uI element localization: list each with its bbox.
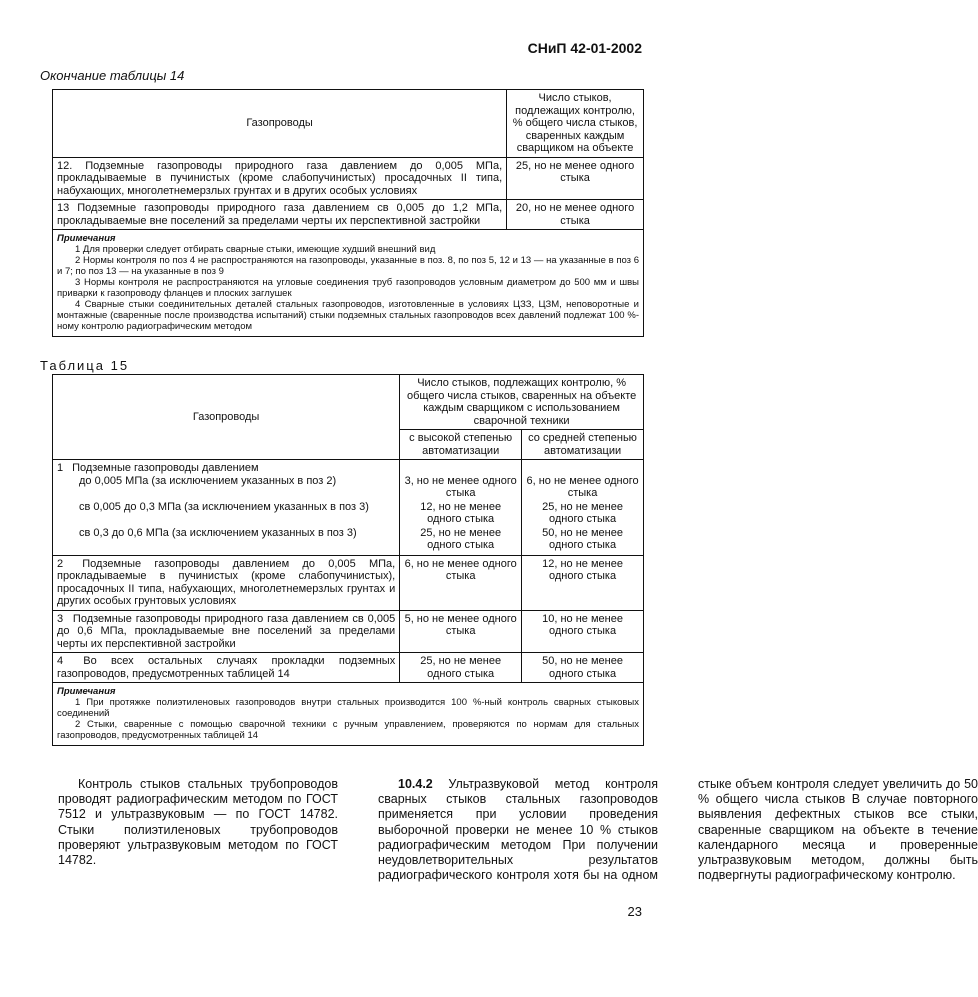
value-cell: 25, но не менее одного стыка (420, 526, 502, 551)
note-item: 1 Для проверки следует отбирать сварные стыки, имеющие худший внешний вид (75, 244, 436, 255)
body-paragraph: Контроль стыков стальных трубопроводов проводят радиографическим методом по ГОСТ 7512 и ультразвуковым — по ГОСТ 14782. Стыки полиэтиленовых трубопроводов проверяют ультразвуковым методом по ГОСТ 14782. (58, 777, 338, 868)
table-row (53, 157, 644, 200)
table15-row1-medium (522, 460, 644, 556)
table-14 (52, 89, 644, 337)
table15-row2-text (53, 555, 400, 610)
note-item: 3 Нормы контроля не распространяются на угловые соединения труб газопроводов условным диаметром до 500 мм и швы приварки к газопроводу фланцев и плоских заглушек (57, 277, 639, 299)
table14-row12-value: 25, но не менее одного стыка (507, 157, 644, 200)
table15-header-count: Число стыков, подлежащих контролю, % общего числа стыков, сваренных на объекте каждым сварщиком с использованием сварочной техники (400, 375, 644, 430)
table15-row3-high: 5, но не менее одного стыка (400, 610, 522, 653)
body-column-left (58, 777, 978, 895)
row-number: 2 (57, 557, 64, 570)
page-number: 23 (627, 904, 642, 919)
row-text: Во всех остальных случаях прокладки подземных газопроводов, предусмотренных таблицей 14 (57, 655, 396, 680)
value-cell: 6, но не менее одного стыка (526, 474, 639, 499)
value-cell: 50, но не менее одного стыка (542, 526, 623, 551)
table14-caption: Окончание таблицы 14 (40, 68, 185, 83)
table15-header-pipelines: Газопроводы (53, 375, 400, 460)
table15-row1-text (53, 460, 400, 556)
table15-subheader-high: с высокой степенью автоматизации (400, 430, 522, 460)
row-number: 1 (57, 462, 64, 474)
table15-row2-high: 6, но не менее одного стыка (400, 555, 522, 610)
row-text: Подземные газопроводы природного газа давлением св 0,005 до 0,6 МПа, прокладываемые вне поселений за пределами черты их перспективной застройки (57, 612, 396, 650)
notes-title: Примечания (57, 686, 116, 697)
table14-header-pipelines: Газопроводы (53, 90, 507, 158)
table15-row3-medium: 10, но не менее одного стыка (522, 610, 644, 653)
row-number: 3 (57, 612, 64, 625)
row-text: Подземные газопроводы давлением до 0,005 МПа, прокладываемые в пучинистых (кроме слабопучинистых), просадочных II типа, набухающих, многолетнемерзлых грунтах и других особых грунтовых условиях (57, 557, 396, 607)
clause-number: 10.4.2 (398, 777, 433, 791)
note-item: 4 Сварные стыки соединительных деталей стальных газопроводов, изготовленные в условиях ЦЗЗ, ЦЗМ, неповоротные и монтажные (сваренные после производства испытаний) стыки подземных стальных газопроводов всех давлений подлежат 100 %-ному контролю радиографическим методом (57, 299, 639, 332)
table14-row13-text: 13 Подземные газопроводы природного газа давлением св 0,005 до 1,2 МПа, прокладываемые вне поселений за пределами черты их перспективной застройки (53, 200, 507, 230)
table-15 (52, 374, 644, 746)
value-cell: 12, но не менее одного стыка (420, 500, 502, 525)
table14-row12-text: 12. Подземные газопроводы природного газа давлением до 0,005 МПа, прокладываемые в пучинистых (кроме слабопучинистых) просадочных II типа, набухающих, многолетнемерзлых грунтах и в других особых условиях (53, 157, 507, 200)
table15-subheader-medium: со средней степенью автоматизации (522, 430, 644, 460)
value-cell: 25, но не менее одного стыка (542, 500, 623, 525)
table-row (53, 200, 644, 230)
table14-notes (53, 230, 644, 337)
body-paragraph-2 (378, 777, 978, 895)
row-title: Подземные газопроводы давлением (72, 462, 259, 474)
table15-row4-medium: 50, но не менее одного стыка (522, 653, 644, 683)
table15-row4-text (53, 653, 400, 683)
document-code: СНиП 42-01-2002 (527, 40, 642, 56)
table14-header-count: Число стыков, подлежащих контролю, % общего числа стыков, сваренных каждым сварщиком на объекте (507, 90, 644, 158)
note-item: 1 При протяжке полиэтиленовых газопроводов внутри стальных производится 100 %-ный контроль сварных стыковых соединений (57, 697, 639, 719)
table15-row2-medium: 12, но не менее одного стыка (522, 555, 644, 610)
notes-title: Примечания (57, 233, 116, 244)
row1-line2: св 0,005 до 0,3 МПа (за исключением указанных в поз 3) (79, 500, 369, 513)
note-item: 2 Нормы контроля по поз 4 не распространяются на газопроводы, указанные в поз. 8, по поз 5, 12 и 13 — на указанные в поз 6 и 7; по поз 13 — на указанные в поз 9 (57, 255, 639, 277)
table15-row1-high (400, 460, 522, 556)
table15-row3-text (53, 610, 400, 653)
value-cell: 3, но не менее одного стыка (404, 474, 517, 499)
row-number: 4 (57, 655, 64, 667)
table15-notes (53, 683, 644, 746)
table-row (53, 653, 644, 683)
table15-row4-high: 25, но не менее одного стыка (400, 653, 522, 683)
note-item: 2 Стыки, сваренные с помощью сварочной техники с ручным управлением, проверяются по нормам для стальных газопроводов, предусмотренных таблицей 14 (57, 719, 639, 741)
table-row (53, 460, 644, 556)
table14-row13-value: 20, но не менее одного стыка (507, 200, 644, 230)
clause-text: Ультразвуковой метод контроля сварных стыков стальных газопроводов применяется при условии проведения выборочной проверки не менее 10 % стыков радиографическим методом При получении неудовлетворительных результатов радиографического контроля хотя бы на одном стыке объем контроля следует увеличить до 50 % общего числа стыков В случае повторного выявления дефектных стыков все стыки, сваренные сварщиком на объекте в течение календарного месяца и проверенные ультразвуковым методом, должны быть подвергнуты радиографическому контролю. (378, 777, 978, 883)
row1-line3: св 0,3 до 0,6 МПа (за исключением указанных в поз 3) (79, 526, 357, 539)
row1-line1: до 0,005 МПа (за исключением указанных в поз 2) (79, 474, 337, 487)
table-row (53, 610, 644, 653)
table15-caption: Таблица 15 (40, 358, 130, 373)
table-row (53, 555, 644, 610)
